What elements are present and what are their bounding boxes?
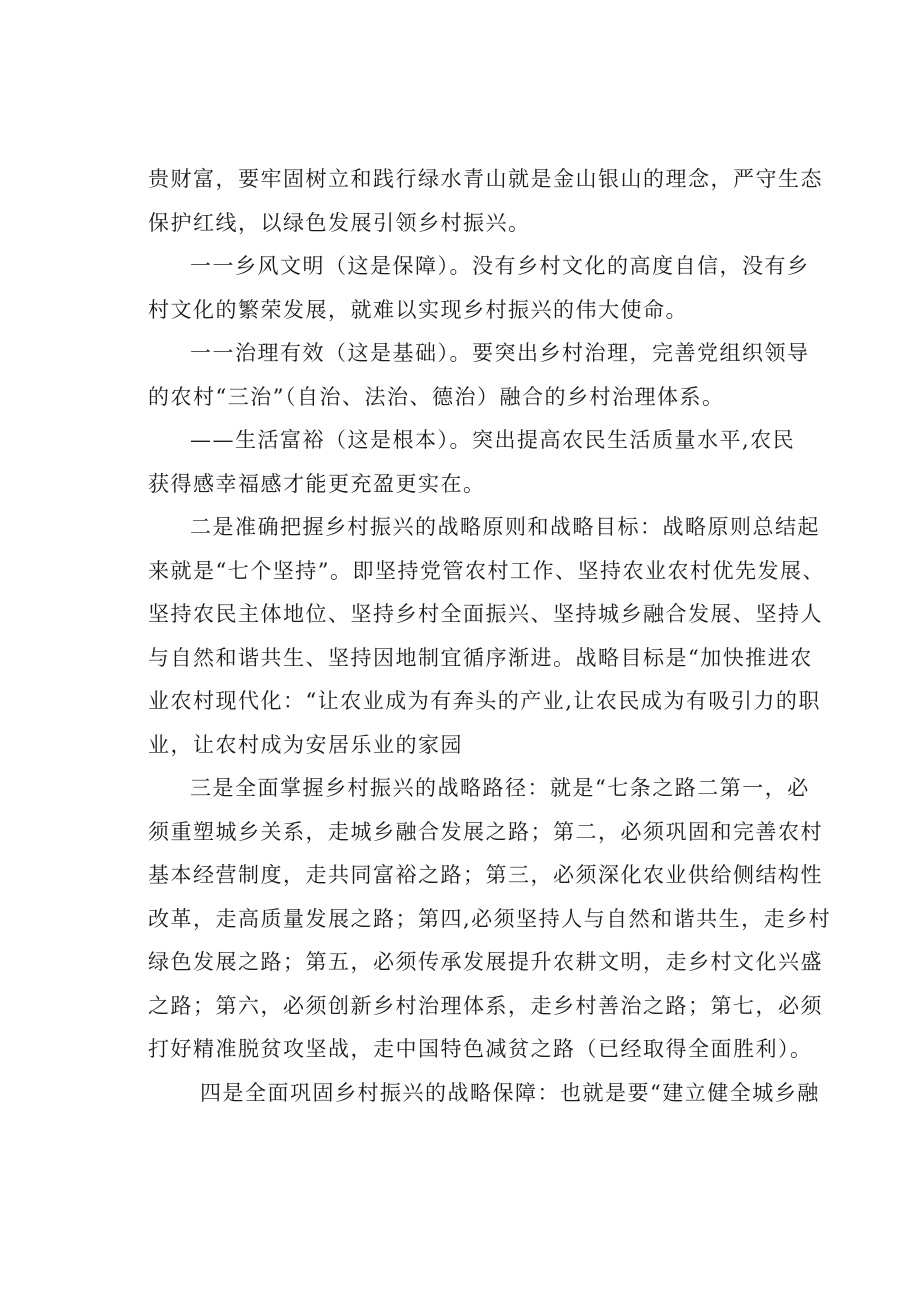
paragraph-start-line: ——生活富裕（这是根本）。突出提高农民生活质量水平,农民 bbox=[190, 428, 796, 452]
paragraph-start-line: 四是全面巩固乡村振兴的战略保障：也就是要“建立健全城乡融 bbox=[200, 1080, 820, 1105]
text-line: 来就是“七个坚持”。即坚持党管农村工作、坚持农业农村优先发展、 bbox=[148, 558, 825, 583]
text-line: 基本经营制度，走共同富裕之路；第三，必须深化农业供给侧结构性 bbox=[148, 863, 823, 887]
text-line: 贵财富，要牢固树立和践行绿水青山就是金山银山的理念，严守生态 bbox=[148, 167, 823, 191]
text-line: 获得感幸福感才能更充盈更实在。 bbox=[148, 471, 486, 496]
text-line: 坚持农民主体地位、坚持乡村全面振兴、坚持城乡融合发展、坚持人 bbox=[148, 602, 823, 626]
text-line: 之路；第六，必须创新乡村治理体系，走乡村善治之路；第七，必须 bbox=[148, 993, 823, 1018]
text-line: 村文化的繁荣发展，就难以实现乡村振兴的伟大使命。 bbox=[148, 297, 688, 322]
text-line: 打好精准脱贫攻坚战，走中国特色减贫之路（已经取得全面胜利）。 bbox=[148, 1037, 813, 1061]
text-line: 业，让农村成为安居乐业的家园 bbox=[148, 732, 463, 757]
paragraph-start-line: 二是准确把握乡村振兴的战略原则和战略目标：战略原则总结起 bbox=[190, 515, 820, 539]
body-text bbox=[148, 158, 832, 1115]
text-line: 的农村“三治”（自治、法治、德治）融合的乡村治理体系。 bbox=[148, 384, 725, 409]
paragraph-start-line: 一一乡风文明（这是保障）。没有乡村文化的高度自信，没有乡 bbox=[190, 254, 810, 278]
paragraph-start-line: 一一治理有效（这是基础）。要突出乡村治理，完善党组织领导 bbox=[190, 341, 810, 365]
text-line: 绿色发展之路；第五，必须传承发展提升农耕文明，走乡村文化兴盛 bbox=[148, 950, 823, 974]
text-line: 改革，走高质量发展之路；第四,必须坚持人与自然和谐共生，走乡村 bbox=[148, 906, 832, 931]
text-line: 须重塑城乡关系，走城乡融合发展之路；第二，必须巩固和完善农村 bbox=[148, 819, 823, 844]
paragraph-start-line: 三是全面掌握乡村振兴的战略路径：就是“七条之路二第一，必 bbox=[190, 776, 810, 800]
text-line: 业农村现代化：“让农业成为有奔头的产业,让农民成为有吸引力的职 bbox=[148, 689, 821, 713]
text-line: 与自然和谐共生、坚持因地制宜循序渐进。战略目标是“加快推进农 bbox=[148, 645, 813, 670]
text-line: 保护红线，以绿色发展引领乡村振兴。 bbox=[148, 210, 531, 235]
